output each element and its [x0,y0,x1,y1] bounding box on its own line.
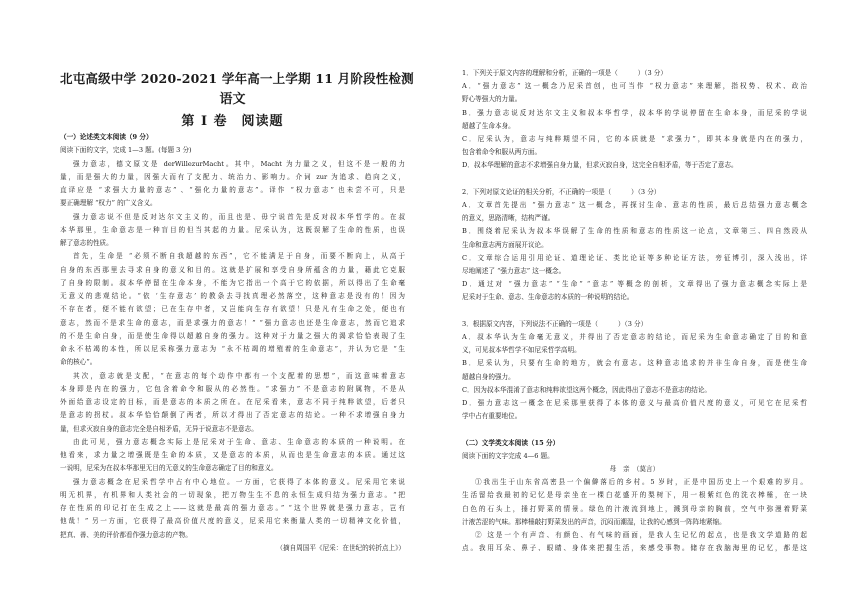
question-line: B．强力意志说反对达尔文主义和叔本华哲学，叔本华的学说停留在生命本身，而尼采的学说 [462,108,807,117]
passage-line: （一）论述类文本阅读（9 分） [60,133,153,141]
question-line: C．尼采认为，意志与纯粹期望不同，它的本质就是 “求强力”，即其本身就是内在的强力， [462,135,807,143]
passage-line: 意志，然而不是求生命的意志，而是求强力的意志！” “强力意志也还是生命意志，然而它追求 [60,318,405,327]
question-line: 汁液苦涩的气味。那棒棰敲打野菜发出的声音，沉闷而潮湿，让我的心感到一阵阵地紧缩。 [462,517,726,526]
subject-title: 语文 [219,92,246,107]
question-line: 点。我用耳朵、鼻子、眼睛、身体来把握生活，来感受事物。储存在我脑海里的记忆，都是这 [462,544,807,553]
passage-line: 一说明，尼采为在叔本华那里无目的无意义的生命意志确定了目的和意义。 [60,464,278,473]
question-line: 学中占有重要地位。 [462,412,522,421]
passage-line: 强力意志，德文原文是 derWillezurMacht。其中，Macht 为力量之义，但这不是一般的力 [73,159,405,168]
passage-line: 阅读下面的文字，完成 1—3 题。(每题 3 分) [60,146,192,155]
passage-line: 外面给意志设定的目标，而是意志的本质之所在。在尼采看来，意志不同于纯粹欲望，后者只 [60,398,405,406]
passage-line: 他看来，求力量之增强既是生命的本质，又是意志的本质，从而也是生命意志的本质。通过这 [60,451,405,459]
question-line: 白色的石头上，捶打野菜的情景。绿色的汁液流到地上，溅到母亲的胸前，空气中弥漫着野菜 [462,504,807,513]
passage-line: 是意志的拐杖。叔本华恰恰颠倒了两者，所以才得出了否定意志的结论。一种不求增强自身力 [60,411,405,420]
passage-line: 不存在者，便不能有欲望；已在生存中者，又岂能向生存有欲望！只是凡有生命之处，便也有 [60,305,405,314]
question-line: （二）文学类文本阅读（15 分） [462,438,560,447]
exam-title: 北屯高级中学 2020-2021 学年高一上学期 11 月阶段性检测 [60,71,414,86]
question-line: B．尼采认为，只要有生命的地方，就会有意志。这种意志追求的并非生命自身，而是使生命 [462,359,807,368]
passage-line: 要正确理解 “权力” 的广义含义。 [60,199,157,208]
question-line: ①我出生于山东省高密县一个偏僻落后的乡村。5 岁时，正是中国历史上一个艰难的岁月。 [475,478,807,487]
passage-line: 他哉！” 另一方面，它获得了最高价值尺度的意义，尼采用它来衡量人类的一切精神文化价值， [60,517,405,526]
question-line: 野心等强大的力量。 [462,95,522,104]
passage-line: 量，但求灭寂自身的意志完全是自相矛盾，无异于说意志不是意志。 [60,424,258,433]
question-line: 包含着命令和服从两方面。 [462,148,542,157]
passage-line: 明无机界，有机界和人类社会的一切现象，把万物生生不息的永恒生成归结为强力意志。“把 [60,490,405,499]
question-line: 3．根据原文内容，下列说法不正确的一项是（ ）（3 分） [462,319,648,328]
question-line: 生命和意志两方面展开议论。 [462,240,548,249]
passage-line: 其次，意志就是支配，“在意志的每个动作中都有一个支配着的思想”，而这意味着意志 [73,371,405,380]
question-line: 2．下列对原文论证的相关分析，不正确的一项是（ ）（3 分） [462,187,661,196]
question-line: ② 这是一个有声音、有颜色、有气味的画面，是我人生记忆的起点，也是我文学道路的起 [475,531,807,539]
passage-line: 无意义的悲观结论。“依 ‘生存意志’ 的教条去寻找真理必然落空，这种意志是没有的！因为 [60,292,405,300]
question-line: 阅读下面的文字完成 4—6 题。 [462,451,554,460]
question-line: C．文章综合运用引用论证、道理论证、类比论证等多种论证方法，旁征博引，深入浅出，详 [462,253,807,262]
passage-line: 自身的东西那里去寻求自身的意义和目的。这就是扩展和享受自身所蕴含的力量，藉此它克服 [60,265,405,274]
passage-line: 命的核心”。 [60,358,97,367]
question-line: 超越自身的强力。 [462,372,515,381]
passage-line: 本华那里，生命意志是一种盲目的但当其起的力量。尼采认为，这既误解了生命的性质，也误 [60,225,405,234]
question-line: 母 亲 （莫言） [609,465,660,473]
passage-line: 把真、善、美的评价都看作强力意志的产物。 [60,530,192,539]
passage-line: 本身即是内在的强力，它包含着命令和服从的必然性。“求强力” 不是意志的附属物，不是从 [60,384,405,393]
part-title: 第 I 卷 阅读题 [181,114,284,129]
passage-line: 首先，生命是 “必须不断自我超越的东西”，它不能满足于自身，而要不断向上，从高于 [73,252,405,261]
passage-line: 量，而是强大的力量，因强大而有了支配力、统治力、影响力。介词 zur 为追求、趋向之义， [60,172,405,181]
passage-line: 强力意志概念在尼采哲学中占有中心地位。一方面，它获得了本体的意义。尼采用它来说 [73,477,405,486]
question-line: A．叔本华认为生命毫无意义，并得出了否定意志的结论，而尼采为生命意志确定了目的和意 [462,333,807,341]
passage-line: （摘自周国平《尼采：在世纪的转折点上》） [276,543,405,552]
question-line: 的意义，思路清晰，结构严谨。 [462,214,555,223]
passage-line: 了自身的限制。叔本华停留在生命本身，不能为它指出一个高于它的依据，所以得出了生命毫 [60,278,405,287]
question-line: D．强力意志这一概念在尼采那里获得了本体的意义与最高价值尺度的意义，可见它在尼采哲 [462,399,807,407]
passage-line: 存在性质的印记打在生成之上——这就是最高的强力意志。” “这个世界就是强力意志，岂有 [60,504,405,512]
question-line: 超越了生命本身。 [462,121,515,130]
passage-line: 强力意志说不但是反对达尔文主义的，而且也是、毋宁说首先是反对叔本华哲学的。在叔 [73,212,405,221]
question-line: 生活留给我最初的记忆是母亲坐在一棵白花盛开的梨树下，用一根紫红色的洗衣棒棰，在一块 [462,491,807,500]
question-line: 义，可见叔本华哲学不如尼采哲学高明。 [462,346,581,355]
passage-line: 直译应是 “求强大力量的意志” 、“强化力量的意志”。译作 “权力意志” 也未尝不可，只是 [60,186,405,194]
question-line: A．“强力意志” 这一概念乃尼采首创，也可当作 “权力意志” 来理解，指权势、权术、政治 [462,82,807,91]
question-line: C．因为叔本华混淆了意志和纯粹欲望这两个概念，因此得出了意志不是意志的结论。 [462,385,712,394]
question-line: 1．下列关于原文内容的理解和分析，正确的一项是（ ）（3 分） [462,69,667,77]
passage-line: 的不是生命自身，而是使生命得以超越自身的强力。这种对于力量之强大的渴求恰恰表现了生 [60,331,405,340]
question-line: B．围绕着尼采认为叔本华误解了生命的性质和意志的性质这一论点，文章第三、四自然段从 [462,227,807,236]
question-line: 尽地阐述了 “强力意志” 这一概念。 [462,267,566,275]
question-line: A．文章首先提出 “强力意志” 这一概念，再探讨生命、意志的性质，最后总结强力意志概念 [462,201,807,209]
passage-line: 命永不枯竭的本性，所以尼采称强力意志为 “永不枯竭的增殖着的生命意志”，并认为它是 “生 [60,345,405,353]
passage-line: 由此可见，强力意志概念实际上是尼采对于生命、意志、生命意志的本质的一种说明。在 [73,437,405,446]
question-line: D．叔本华理解的意志不求增强自身力量，但求灭寂自身，这完全自相矛盾，等于否定了意志。 [462,161,738,170]
question-line: 尼采对于生命、意志、生命意志的本质的一种说明的结论。 [462,293,634,302]
question-line: D．通过对 “强力意志” “生命” “意志” 等概念的剖析，文章得出了强力意志概念实际上是 [462,280,807,289]
passage-line: 解了意志的性质。 [60,239,113,247]
